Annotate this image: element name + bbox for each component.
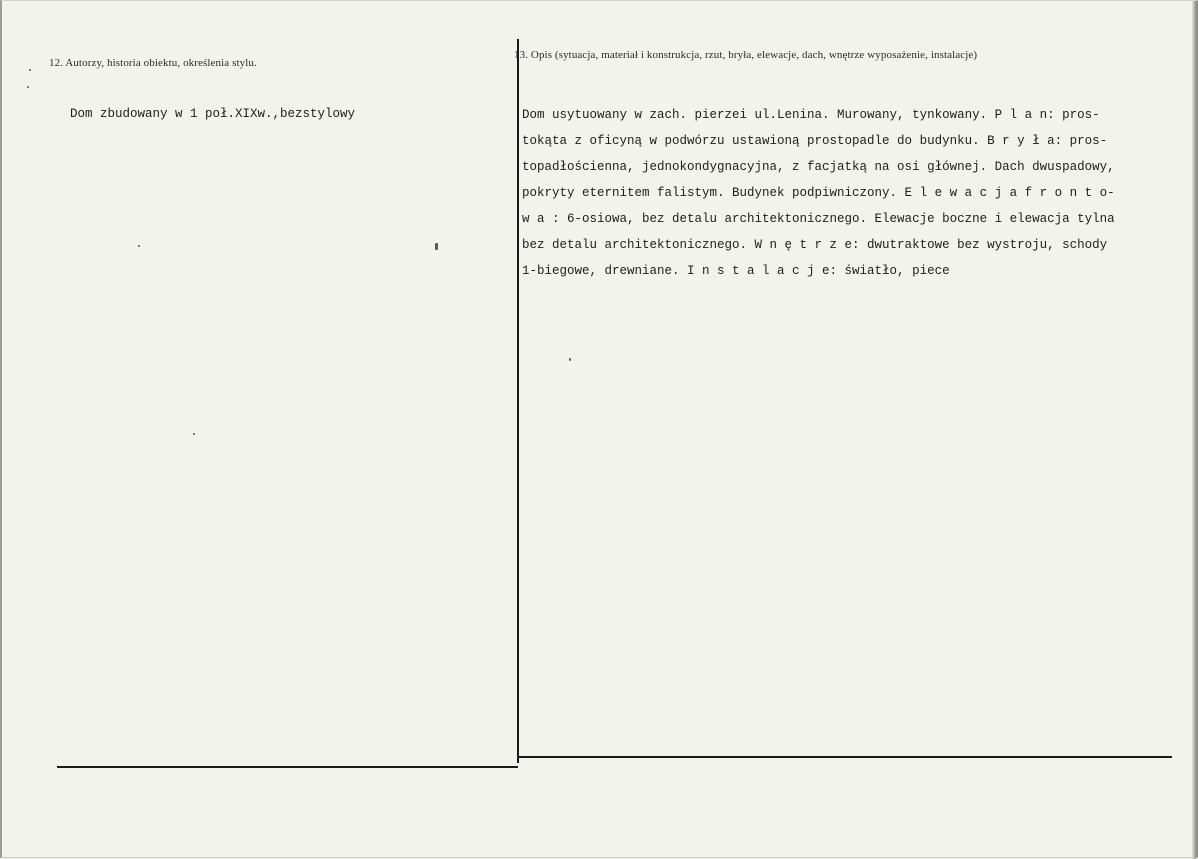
description-line: w a : 6-osiowa, bez detalu architektonicznego. Elewacje boczne i elewacja tylna: [522, 212, 1115, 226]
paper-speck: [435, 243, 438, 250]
description-line: 1-biegowe, drewniane. I n s t a l a c j e: światło, piece: [522, 264, 950, 278]
section-12-label: 12. Autorzy, historia obiektu, określenia stylu.: [49, 57, 257, 69]
bottom-rule-left: [57, 766, 518, 768]
paper-speck: [138, 245, 140, 247]
paper-speck: [193, 433, 195, 435]
card-edge-shadow: [1192, 1, 1196, 859]
description-line: pokryty eternitem falistym. Budynek podpiwniczony. E l e w a c j a f r o n t o-: [522, 186, 1115, 200]
paper-speck: [569, 358, 571, 361]
description-line: bez detalu architektonicznego. W n ę t r z e: dwutraktowe bez wystroju, schody: [522, 238, 1108, 252]
section-12-text: Dom zbudowany w 1 poł.XIXw.,bezstylowy: [70, 107, 356, 121]
section-13-label: 13. Opis (sytuacja, materiał i konstrukcja, rzut, bryła, elewacje, dach, wnętrze wyposażenie, instalacje): [514, 49, 978, 61]
column-divider: [517, 39, 519, 763]
paper-speck: [27, 86, 29, 88]
description-line: Dom usytuowany w zach. pierzei ul.Lenina. Murowany, tynkowany. P l a n: pros-: [522, 108, 1100, 122]
bottom-rule-right: [518, 756, 1172, 758]
description-line: topadłościenna, jednokondygnacyjna, z facjatką na osi głównej. Dach dwuspadowy,: [522, 160, 1115, 174]
description-line: tokąta z oficyną w podwórzu ustawioną prostopadle do budynku. B r y ł a: pros-: [522, 134, 1108, 148]
paper-speck: [29, 69, 31, 71]
section-13-text: [522, 102, 1178, 284]
